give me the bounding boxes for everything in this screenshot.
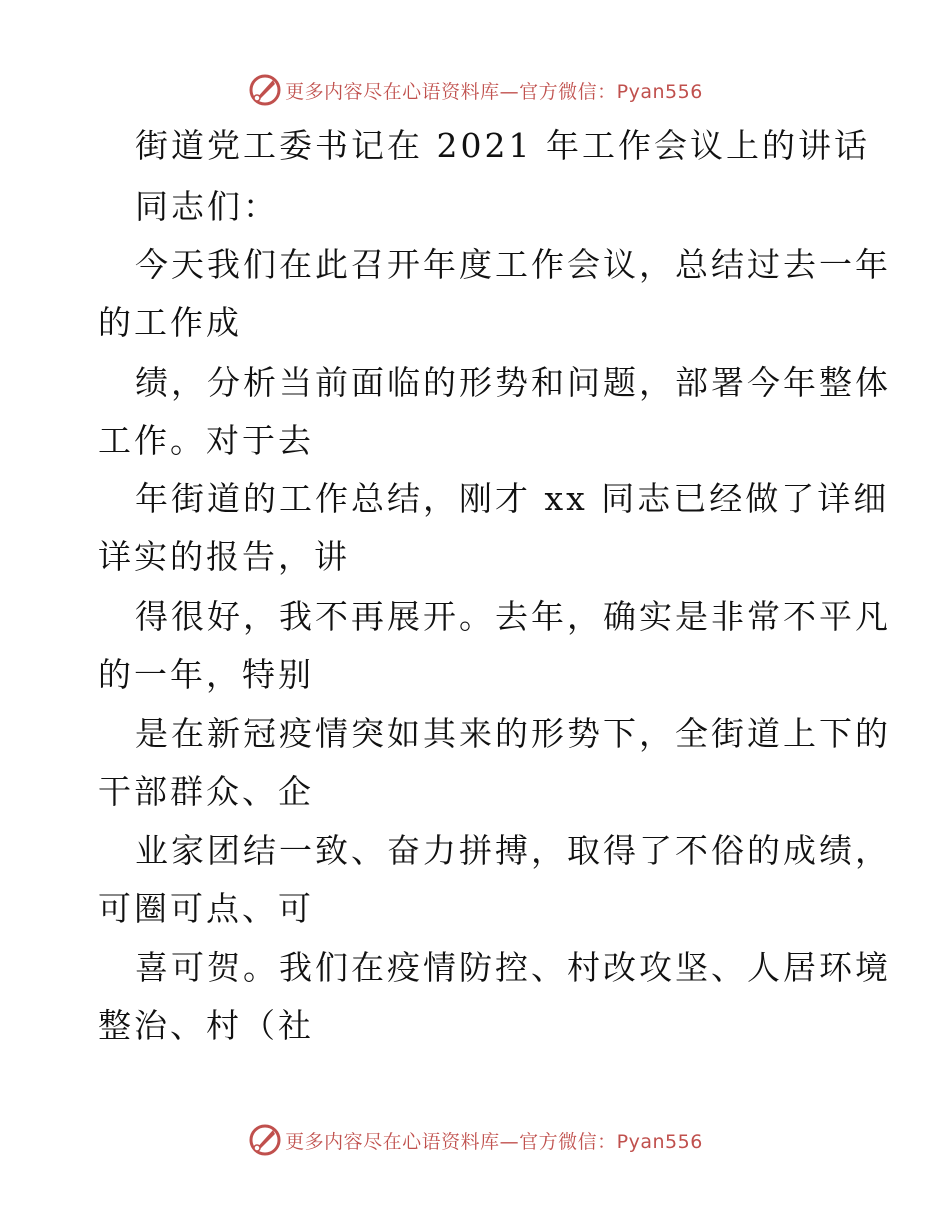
text-line: 得很好，我不再展开。去年，确实是非常不平凡 xyxy=(135,597,891,636)
text-line: 是在新冠疫情突如其来的形势下，全街道上下的 xyxy=(135,714,891,753)
text-line: 绩，分析当前面临的形势和问题，部署今年整体 xyxy=(135,363,891,402)
text-line: 今天我们在此召开年度工作会议，总结过去一年 xyxy=(135,245,891,284)
text-line: 喜可贺。我们在疫情防控、村改攻坚、人居环境 xyxy=(135,948,891,987)
text-line: 年街道的工作总结，刚才 xx 同志已经做了详细 xyxy=(135,479,890,518)
document-title: 街道党工委书记在 2021 年工作会议上的讲话 xyxy=(135,126,870,165)
footer-banner xyxy=(0,1120,950,1160)
text-line: 工作。对于去 xyxy=(98,421,314,460)
text-line: 的工作成 xyxy=(98,303,242,342)
text-line: 业家团结一致、奋力拼搏，取得了不俗的成绩， xyxy=(135,831,891,870)
text-line: 可圈可点、可 xyxy=(98,889,314,928)
text-line: 详实的报告，讲 xyxy=(98,537,350,576)
text-line: 的一年，特别 xyxy=(98,655,314,694)
banner-text: 更多内容尽在心语资料库—官方微信：Pyan556 xyxy=(285,80,703,103)
banner-text: 更多内容尽在心语资料库—官方微信：Pyan556 xyxy=(285,1130,703,1153)
text-line: 同志们： xyxy=(135,187,279,226)
text-line: 干部群众、企 xyxy=(98,772,314,811)
quill-logo-icon xyxy=(247,1122,283,1158)
text-line: 整治、村（社 xyxy=(98,1006,314,1045)
